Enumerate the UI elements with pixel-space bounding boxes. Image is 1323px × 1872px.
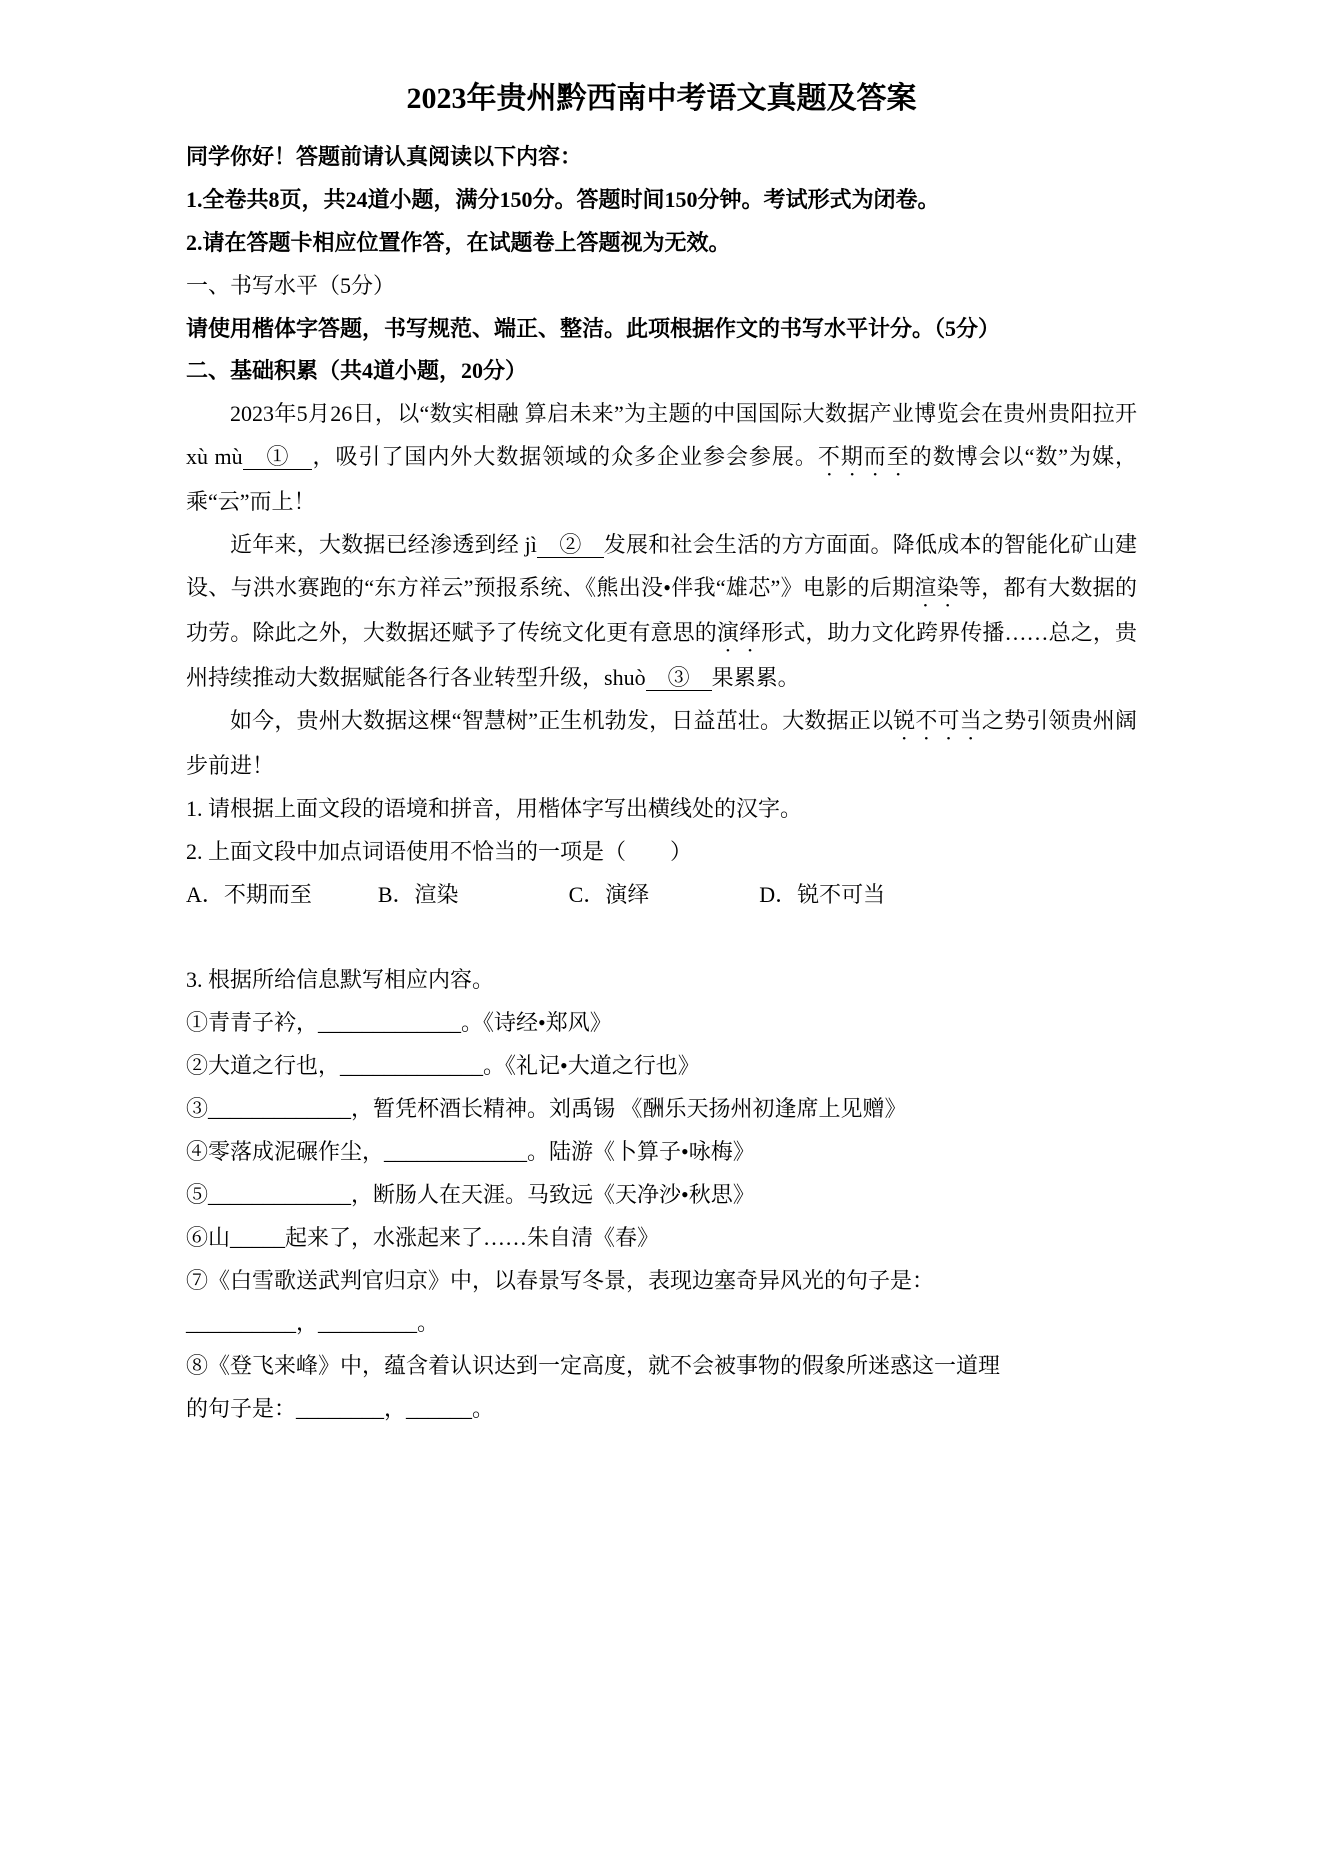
notice-greeting: 同学你好！答题前请认真阅读以下内容： (186, 144, 583, 169)
notice-item-1: 1.全卷共8页，共24道小题，满分150分。答题时间150分钟。考试形式为闭卷。 (186, 186, 940, 212)
question-2-options: A．不期而至 B．渲染 C．演绎 D．锐不可当 (186, 881, 886, 907)
dictation-item-7-blanks: __________，_________。 (186, 1310, 440, 1336)
section-1-heading: 一、书写水平（5分） (186, 272, 396, 298)
passage-paragraph-2: 近年来，大数据已经渗透到经 jì ② 发展和社会生活的方方面面。降低成本的智能化矿山建设、与洪水赛跑的“东方祥云”预报系统、《熊出没•伴我“雄芯”》电影的后期渲染等，都有大数据的功劳。除此之外，大数据还赋予了传统文化更有意思的演绎形式，助力文化跨界传播……总之，贵州持续推动大数据赋能各行各业转型升级，shuò ③ 果累累。 (186, 532, 1137, 691)
section-2-heading: 二、基础积累（共4道小题，20分） (186, 358, 528, 384)
dictation-item-7: ⑦《白雪歌送武判官归京》中，以春景写冬景，表现边塞奇异风光的句子是： (186, 1267, 935, 1293)
blank-line (186, 916, 1137, 959)
passage-paragraph-1: 2023年5月26日，以“数实相融 算启未来”为主题的中国国际大数据产业博览会在贵州贵阳拉开 xù mù ① ，吸引了国内外大数据领域的众多企业参会参展。不期而至的数博会以“数”为媒，乘“云”而上！ (186, 401, 1137, 515)
dictation-item-2: ②大道之行也，_____________。《礼记•大道之行也》 (186, 1053, 700, 1079)
question-1: 1. 请根据上面文段的语境和拼音，用楷体字写出横线处的汉字。 (186, 795, 803, 821)
dictation-item-4: ④零落成泥碾作尘，_____________。陆游《卜算子•咏梅》 (186, 1138, 755, 1164)
dictation-item-1: ①青青子衿，_____________。《诗经•郑风》 (186, 1010, 612, 1036)
document-lines (186, 136, 1137, 1431)
dictation-item-5: ⑤_____________，断肠人在天涯。马致远《天净沙•秋思》 (186, 1181, 755, 1207)
dictation-item-6: ⑥山_____起来了，水涨起来了……朱自清《春》 (186, 1224, 660, 1250)
question-3: 3. 根据所给信息默写相应内容。 (186, 967, 495, 993)
dictation-item-3: ③_____________，暂凭杯酒长精神。刘禹锡 《酬乐天扬州初逢席上见赠》 (186, 1096, 907, 1122)
dictation-item-8-continued: 的句子是：________，______。 (186, 1396, 495, 1422)
passage-paragraph-3: 如今，贵州大数据这棵“智慧树”正生机勃发，日益茁壮。大数据正以锐不可当之势引领贵州阔步前进！ (186, 707, 1137, 778)
question-2: 2. 上面文段中加点词语使用不恰当的一项是（ ） (186, 838, 693, 864)
section-1-instruction: 请使用楷体字答题，书写规范、端正、整洁。此项根据作文的书写水平计分。（5分） (186, 315, 1001, 341)
notice-item-2: 2.请在答题卡相应位置作答，在试题卷上答题视为无效。 (186, 229, 731, 255)
dictation-item-8: ⑧《登飞来峰》中，蕴含着认识达到一定高度，就不会被事物的假象所迷惑这一道理 (186, 1353, 1001, 1379)
page-title: 2023年贵州黔西南中考语文真题及答案 (406, 82, 917, 115)
